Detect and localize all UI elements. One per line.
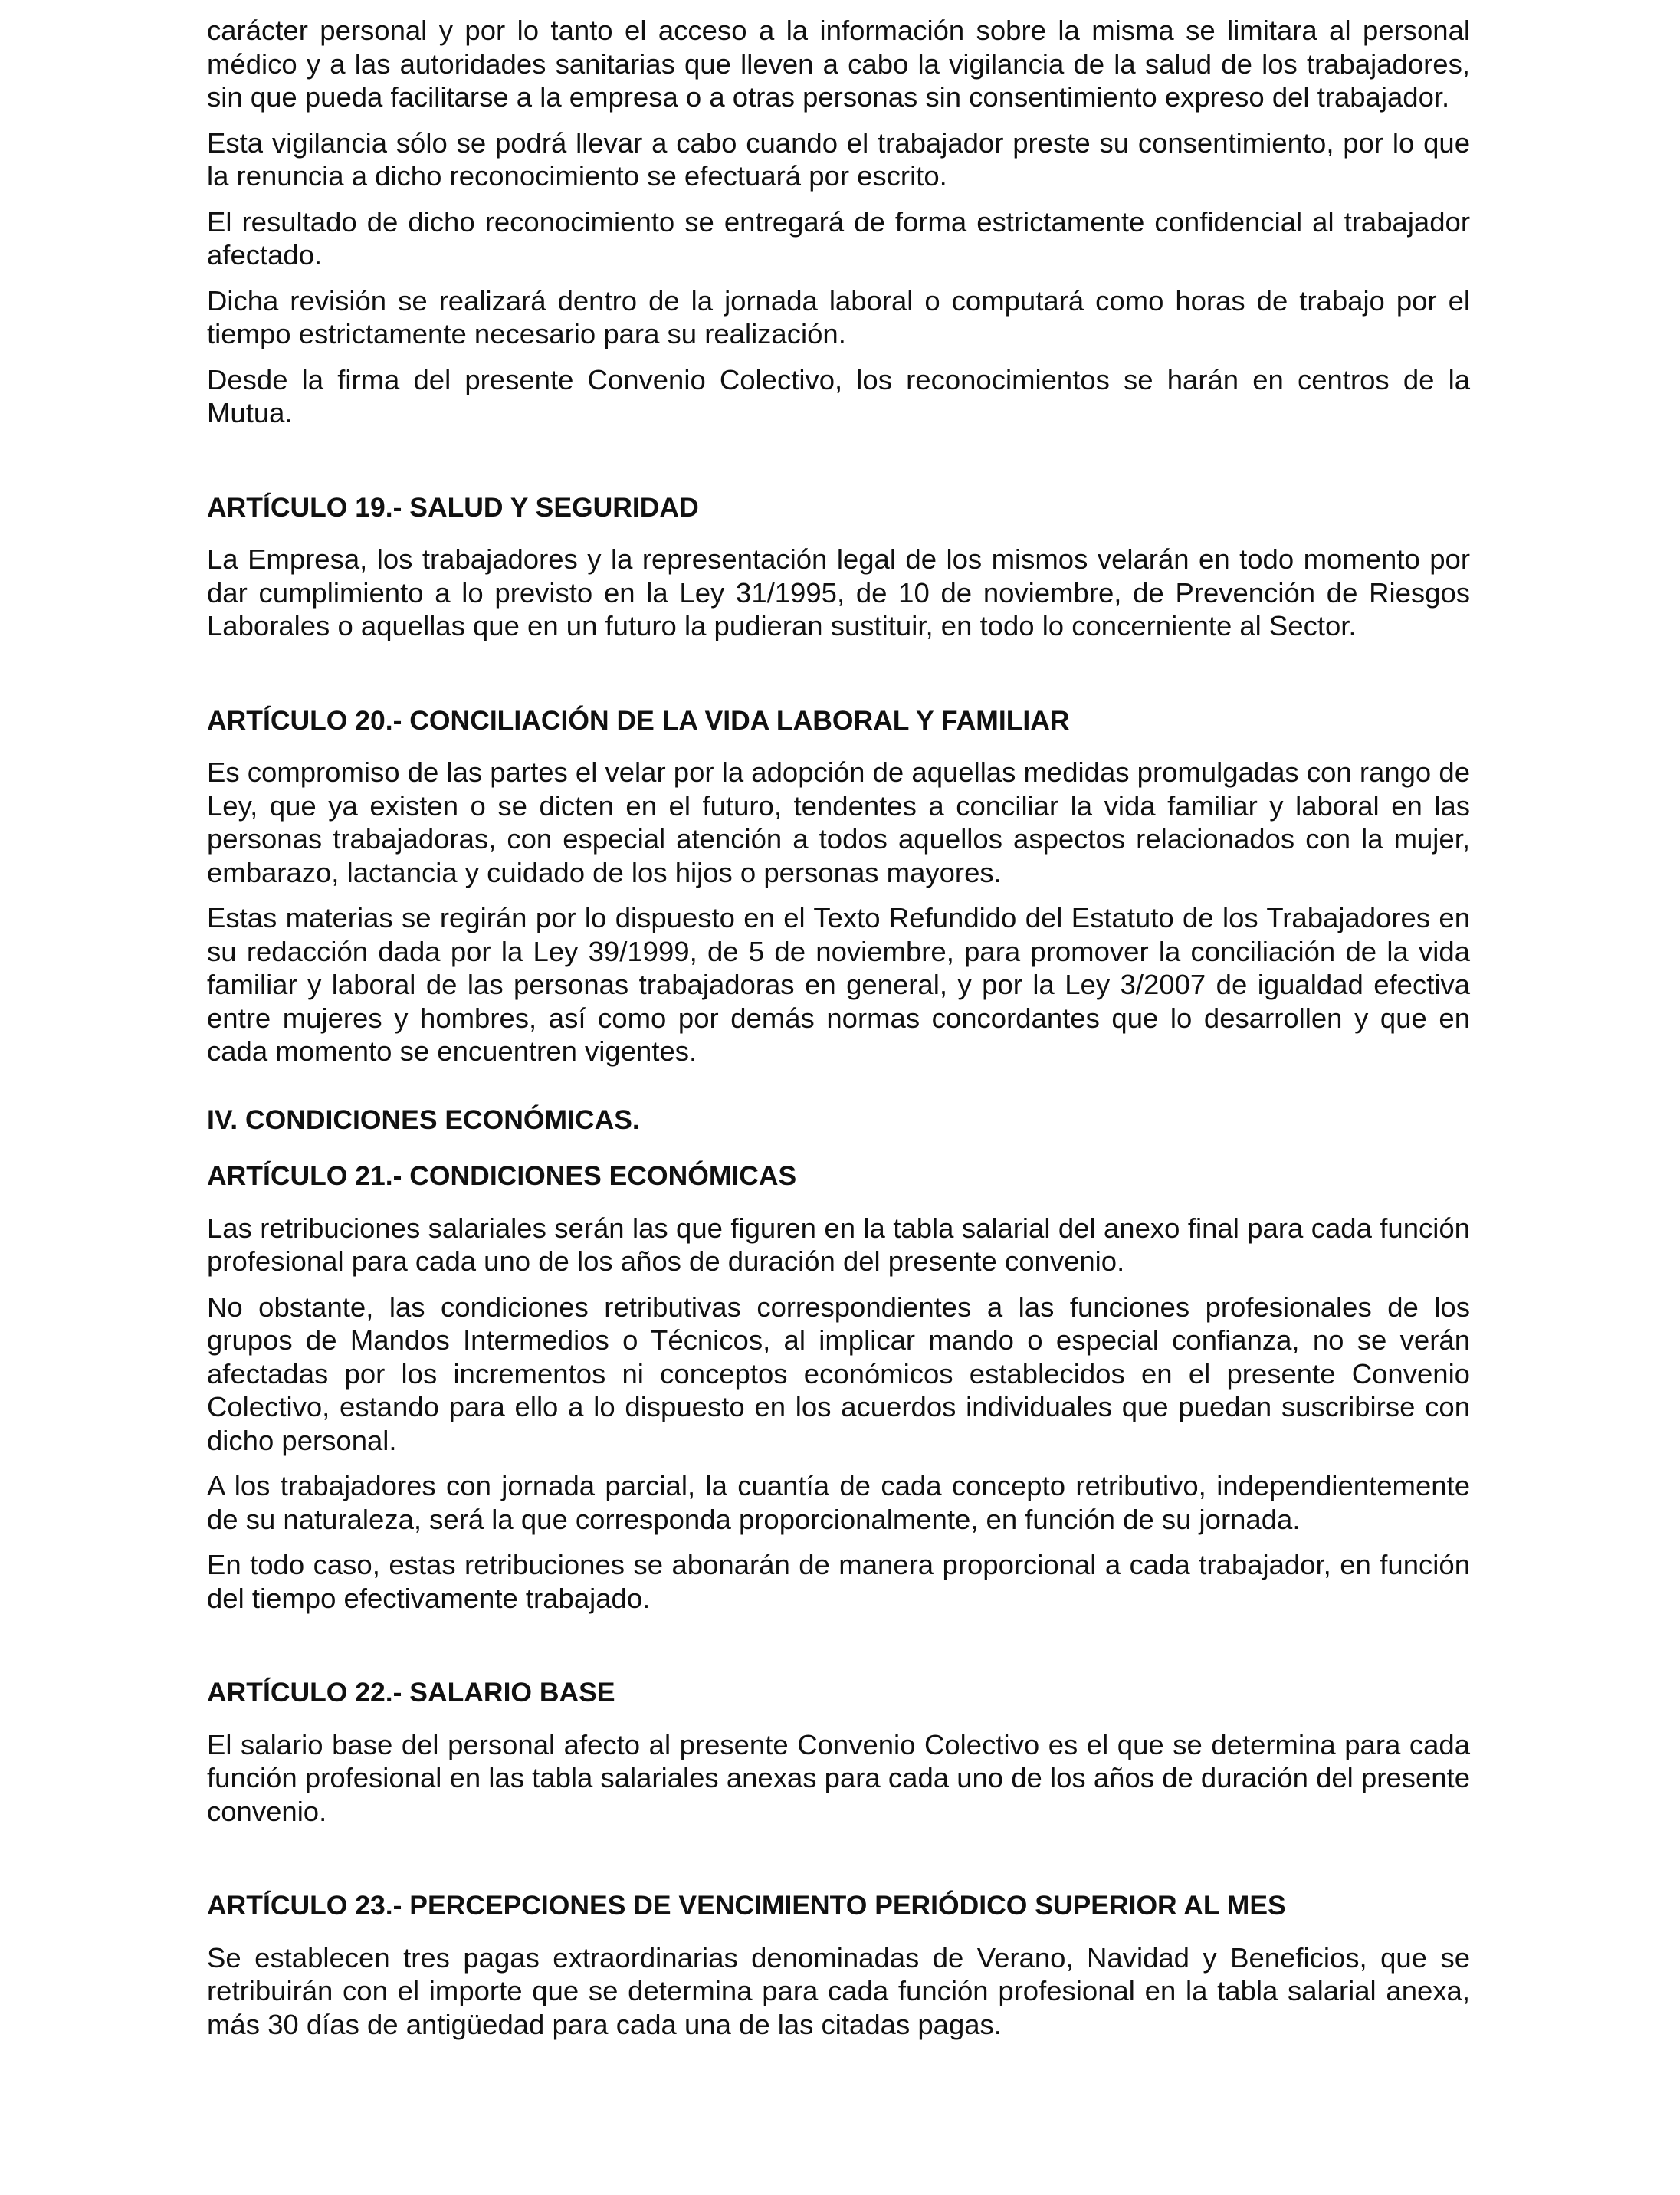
article-22 [207,1676,1470,1828]
paragraph: Es compromiso de las partes el velar por la adopción de aquellas medidas promulgadas con rango de Ley, que ya existen o se dicten en el futuro, tendentes a conciliar la vida familiar y laboral en las personas trabajadoras, con especial atención a todos aquellos aspectos relacionados con la mujer, embarazo, lactancia y cuidado de los hijos o personas mayores. [207,756,1470,888]
paragraph: El salario base del personal afecto al presente Convenio Colectivo es el que se determina para cada función profesional en las tabla salariales anexas para cada uno de los años de duración del presente convenio. [207,1728,1470,1827]
paragraph: carácter personal y por lo tanto el acceso a la información sobre la misma se limitara al personal médico y a las autoridades sanitarias que lleven a cabo la vigilancia de la salud de los trabajadores, sin que pueda facilitarse a la empresa o a otras personas sin consentimiento expreso del trabajador. [207,15,1470,113]
article-21 [207,1160,1470,1615]
section-spacer [207,655,1470,704]
article-heading: ARTÍCULO 20.- CONCILIACIÓN DE LA VIDA LABORAL Y FAMILIAR [207,704,1070,736]
section-spacer [207,1081,1470,1104]
document-page [207,14,1470,2053]
article-19 [207,491,1470,643]
section-spacer [207,442,1470,491]
paragraph: A los trabajadores con jornada parcial, la cuantía de cada concepto retributivo, independientemente de su naturaleza, será la que corresponda proporcionalmente, en función de su jornada. [207,1470,1470,1535]
section-spacer [207,1840,1470,1889]
article-heading: ARTÍCULO 22.- SALARIO BASE [207,1677,615,1708]
heading-spacer [207,1923,1470,1941]
heading-spacer [207,1710,1470,1728]
paragraph: Desde la firma del presente Convenio Colectivo, los reconocimientos se harán en centros de la Mutua. [207,363,1470,428]
paragraph: En todo caso, estas retribuciones se abonarán de manera proporcional a cada trabajador, en función del tiempo efectivamente trabajado. [207,1549,1470,1614]
paragraph: Las retribuciones salariales serán las que figuren en la tabla salarial del anexo final para cada función profesional para cada uno de los años de duración del presente convenio. [207,1212,1470,1277]
section-iv [207,1104,1470,1137]
article-heading: ARTÍCULO 21.- CONDICIONES ECONÓMICAS [207,1160,797,1191]
paragraph: Dicha revisión se realizará dentro de la jornada laboral o computará como horas de trabajo por el tiempo estrictamente necesario para su realización. [207,284,1470,349]
heading-spacer [207,737,1470,756]
paragraph: Se establecen tres pagas extraordinarias denominadas de Verano, Navidad y Beneficios, que se retribuirán con el importe que se determina para cada función profesional en la tabla salarial anexa, más 30 días de antigüedad para cada una de las citadas pagas. [207,1941,1470,2040]
paragraph: Estas materias se regirán por lo dispuesto en el Texto Refundido del Estatuto de los Trabajadores en su redacción dada por la Ley 39/1999, de 5 de noviembre, para promover la conciliación de la vida familiar y laboral de las personas trabajadoras en general, y por la Ley 3/2007 de igualdad efectiva entre mujeres y hombres, así como por demás normas concordantes que lo desarrollen y que en cada momento se encuentren vigentes. [207,902,1470,1067]
article-heading: ARTÍCULO 23.- PERCEPCIONES DE VENCIMIENTO PERIÓDICO SUPERIOR AL MES [207,1890,1286,1921]
section-spacer [207,1627,1470,1676]
paragraph: El resultado de dicho reconocimiento se entregará de forma estrictamente confidencial al trabajador afectado. [207,205,1470,271]
article-heading: ARTÍCULO 19.- SALUD Y SEGURIDAD [207,491,699,523]
paragraph: Esta vigilancia sólo se podrá llevar a cabo cuando el trabajador preste su consentimiento, por lo que la renuncia a dicho reconocimiento se efectuará por escrito. [207,126,1470,192]
section-heading: IV. CONDICIONES ECONÓMICAS. [207,1104,640,1135]
article-23 [207,1889,1470,2041]
heading-spacer [207,524,1470,543]
article-20 [207,704,1470,1068]
section-spacer [207,1137,1470,1160]
heading-spacer [207,1193,1470,1212]
paragraph: No obstante, las condiciones retributivas correspondientes a las funciones profesionales de los grupos de Mandos Intermedios o Técnicos, al implicar mando o especial confianza, no se verán afectadas por los incrementos ni conceptos económicos establecidos en el presente Convenio Colectivo, estando para ello a lo dispuesto en los acuerdos individuales que puedan suscribirse con dicho personal. [207,1291,1470,1456]
intro-section [207,14,1470,430]
paragraph: La Empresa, los trabajadores y la representación legal de los mismos velarán en todo momento por dar cumplimiento a lo previsto en la Ley 31/1995, de 10 de noviembre, de Prevención de Riesgos Laborales o aquellas que en un futuro la pudieran sustituir, en todo lo concerniente al Sector. [207,543,1470,641]
